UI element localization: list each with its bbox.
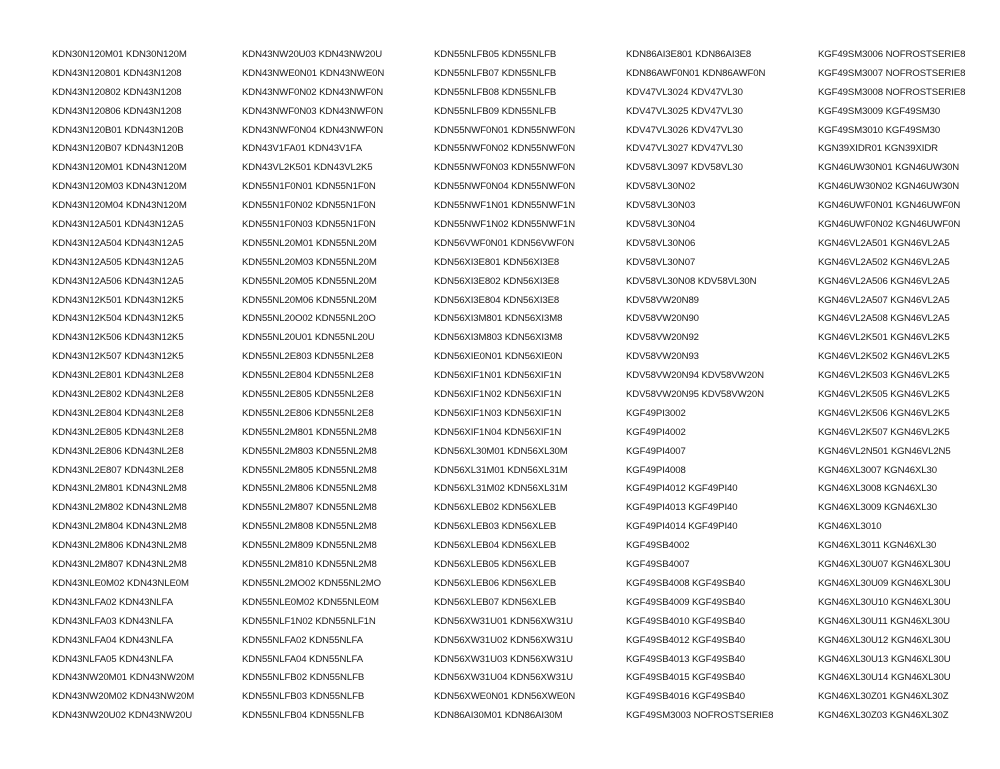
model-entry: KDN43N120M03 KDN43N120M — [52, 181, 187, 193]
model-entry: KDN43NLFA02 KDN43NLFA — [52, 596, 174, 608]
model-entry: KDN55NWF0N04 KDN55NWF0N — [434, 181, 576, 193]
model-entry: KDN43NL2E806 KDN43NL2E8 — [52, 445, 184, 457]
model-entry: KDN43NWE0N01 KDN43NWE0N — [242, 67, 385, 79]
model-entry: KDN43NLFA04 KDN43NLFA — [52, 634, 174, 646]
model-entry: KGF49PI4014 KGF49PI40 — [626, 521, 738, 533]
model-entry: KGN46XL30U13 KGN46XL30U — [818, 653, 951, 665]
model-entry: KDV58VL30N03 — [626, 200, 696, 212]
model-entry: KDN55NLFA04 KDN55NLFA — [242, 653, 364, 665]
model-entry: KDN56XIF1N04 KDN56XIF1N — [434, 426, 562, 438]
model-entry: KDN55NLFB07 KDN55NLFB — [434, 67, 557, 79]
model-entry: KDN43N120B07 KDN43N120B — [52, 143, 184, 155]
model-entry: KGF49SB4008 KGF49SB40 — [626, 577, 745, 589]
model-entry: KDN43NL2M802 KDN43NL2M8 — [52, 502, 187, 514]
model-entry: KDN43NLE0M02 KDN43NLE0M — [52, 577, 189, 589]
model-entry: KDN56XLEB04 KDN56XLEB — [434, 540, 557, 552]
model-entry: KDN43N12A504 KDN43N12A5 — [52, 237, 184, 249]
model-entry: KDN55NLFB08 KDN55NLFB — [434, 86, 557, 98]
model-entry: KGN46XL30U09 KGN46XL30U — [818, 577, 951, 589]
model-entry: KDN55NL20M05 KDN55NL20M — [242, 275, 377, 287]
model-entry: KDN55NL2M808 KDN55NL2M8 — [242, 521, 377, 533]
model-entry: KDN55N1F0N03 KDN55N1F0N — [242, 219, 376, 231]
model-entry: KDN55NL2M803 KDN55NL2M8 — [242, 445, 377, 457]
model-entry: KDV58VL30N02 — [626, 181, 696, 193]
model-entry: KDN55NL20M06 KDN55NL20M — [242, 294, 377, 306]
model-entry: KDN43NL2M806 KDN43NL2M8 — [52, 540, 187, 552]
model-entry: KDV58VW20N92 — [626, 332, 699, 344]
model-entry: KDN43NLFA05 KDN43NLFA — [52, 653, 174, 665]
model-entry: KDN43N12K501 KDN43N12K5 — [52, 294, 184, 306]
model-entry: KGN46XL3007 KGN46XL30 — [818, 464, 937, 476]
model-entry: KDN55NLE0M02 KDN55NLE0M — [242, 596, 379, 608]
model-entry: KDN43N120806 KDN43N1208 — [52, 105, 182, 117]
model-entry: KDN56XIE0N01 KDN56XIE0N — [434, 351, 563, 363]
model-entry: KDN86AI3E801 KDN86AI3E8 — [626, 49, 752, 60]
model-entry: KGN46UWF0N01 KGN46UWF0N — [818, 200, 961, 212]
model-entry: KDN56XI3E804 KDN56XI3E8 — [434, 294, 560, 306]
model-entry: KGN46XL3009 KGN46XL30 — [818, 502, 937, 514]
model-entry: KGN46VL2N501 KGN46VL2N5 — [818, 445, 951, 457]
model-entry: KDV58VL3097 KDV58VL30 — [626, 162, 743, 174]
model-entry: KGN46VL2A502 KGN46VL2A5 — [818, 256, 950, 268]
model-entry: KDN43N120802 KDN43N1208 — [52, 86, 182, 98]
model-entry: KGN46VL2K503 KGN46VL2K5 — [818, 370, 950, 382]
model-entry: KDN86AWF0N01 KDN86AWF0N — [626, 67, 766, 79]
model-entry: KGF49PI4012 KGF49PI40 — [626, 483, 738, 495]
model-entry: KDN43NL2E805 KDN43NL2E8 — [52, 426, 184, 438]
model-entry: KGN46XL30U07 KGN46XL30U — [818, 559, 951, 571]
model-entry: KDN56XW31U01 KDN56XW31U — [434, 615, 573, 627]
model-entry: KGF49SM3009 KGF49SM30 — [818, 105, 941, 117]
model-entry: KDN55NLFB04 KDN55NLFB — [242, 710, 365, 722]
model-entry: KDN56XIF1N02 KDN56XIF1N — [434, 389, 562, 401]
model-entry: KDN55NWF0N03 KDN55NWF0N — [434, 162, 576, 174]
model-entry: KDN55NLFA02 KDN55NLFA — [242, 634, 364, 646]
model-entry: KGF49SB4015 KGF49SB40 — [626, 672, 745, 684]
model-entry: KDN43N120801 KDN43N1208 — [52, 67, 182, 79]
model-entry: KGF49SM3008 NOFROSTSERIE8 — [818, 86, 966, 98]
model-entry: KDN55NWF0N02 KDN55NWF0N — [434, 143, 576, 155]
model-entry: KGN46UWF0N02 KGN46UWF0N — [818, 219, 961, 231]
model-entry: KDN86AI30M01 KDN86AI30M — [434, 710, 563, 722]
model-entry: KDN56XIF1N03 KDN56XIF1N — [434, 407, 562, 419]
model-entry: KGN46UW30N02 KGN46UW30N — [818, 181, 960, 193]
model-entry: KDN56XLEB06 KDN56XLEB — [434, 577, 557, 589]
model-entry: KDN43NL2M807 KDN43NL2M8 — [52, 559, 187, 571]
model-entry: KDN56XL31M02 KDN56XL31M — [434, 483, 568, 495]
model-entry: KDN55NL20M03 KDN55NL20M — [242, 256, 377, 268]
model-entry: KDN43N12A505 KDN43N12A5 — [52, 256, 184, 268]
model-entry: KDN43NWF0N03 KDN43NWF0N — [242, 105, 384, 117]
model-entry: KGF49PI4008 — [626, 464, 686, 476]
model-entry: KDN43NW20M02 KDN43NW20M — [52, 691, 195, 703]
model-entry: KDN43NL2M801 KDN43NL2M8 — [52, 483, 187, 495]
model-entry: KGF49PI4007 — [626, 445, 686, 457]
model-entry: KGN46VL2K502 KGN46VL2K5 — [818, 351, 950, 363]
model-entry: KGN46VL2K507 KGN46VL2K5 — [818, 426, 950, 438]
model-entry: KDN56XIF1N01 KDN56XIF1N — [434, 370, 562, 382]
model-entry: KGN46VL2A508 KGN46VL2A5 — [818, 313, 950, 325]
model-entry: KDV47VL3026 KDV47VL30 — [626, 124, 743, 136]
model-entry: KDN56XL31M01 KDN56XL31M — [434, 464, 568, 476]
model-entry: KDN55NL2M801 KDN55NL2M8 — [242, 426, 377, 438]
model-entry: KDV58VW20N95 KDV58VW20N — [626, 389, 764, 401]
model-entry: KGF49SB4016 KGF49SB40 — [626, 691, 745, 703]
model-entry: KDN55NLFB05 KDN55NLFB — [434, 49, 557, 60]
model-entry: KDN55NL20O02 KDN55NL20O — [242, 313, 376, 325]
model-entry: KDV58VW20N94 KDV58VW20N — [626, 370, 764, 382]
model-column-5 — [818, 46, 965, 726]
model-entry: KDN55NL2M810 KDN55NL2M8 — [242, 559, 377, 571]
model-entry: KDN56XLEB03 KDN56XLEB — [434, 521, 557, 533]
model-entry: KGN46VL2A506 KGN46VL2A5 — [818, 275, 950, 287]
model-entry: KDN56XI3M803 KDN56XI3M8 — [434, 332, 563, 344]
model-entry: KDN55NL2MO02 KDN55NL2MO — [242, 577, 381, 589]
model-entry: KGN46VL2K505 KGN46VL2K5 — [818, 389, 950, 401]
model-entry: KDN55NWF0N01 KDN55NWF0N — [434, 124, 576, 136]
model-entry: KDN55NL2E805 KDN55NL2E8 — [242, 389, 374, 401]
model-entry: KDV58VW20N90 — [626, 313, 699, 325]
model-entry: KGN46UW30N01 KGN46UW30N — [818, 162, 960, 174]
model-entry: KGF49PI4002 — [626, 426, 686, 438]
model-entry: KDN43NL2M804 KDN43NL2M8 — [52, 521, 187, 533]
model-entry: KDN56VWF0N01 KDN56VWF0N — [434, 237, 575, 249]
model-entry: KDN56XLEB05 KDN56XLEB — [434, 559, 557, 571]
model-entry: KDN30N120M01 KDN30N120M — [52, 49, 187, 60]
model-entry: KGN46VL2A501 KGN46VL2A5 — [818, 237, 950, 249]
model-entry: KDN55NL2E806 KDN55NL2E8 — [242, 407, 374, 419]
model-entry: KDN55N1F0N01 KDN55N1F0N — [242, 181, 376, 193]
model-entry: KGF49SB4002 — [626, 540, 690, 552]
model-entry: KDN55NL20U01 KDN55NL20U — [242, 332, 375, 344]
model-column-2 — [242, 46, 384, 726]
model-entry: KGF49SB4010 KGF49SB40 — [626, 615, 745, 627]
model-entry: KDN43NW20U03 KDN43NW20U — [242, 49, 383, 60]
model-entry: KDN56XI3E801 KDN56XI3E8 — [434, 256, 560, 268]
model-entry: KDV58VL30N06 — [626, 237, 696, 249]
model-entry: KDN55N1F0N02 KDN55N1F0N — [242, 200, 376, 212]
model-entry: KDN43N12A501 KDN43N12A5 — [52, 219, 184, 231]
model-entry: KDN56XW31U04 KDN56XW31U — [434, 672, 573, 684]
model-entry: KDN43N12K506 KDN43N12K5 — [52, 332, 184, 344]
model-entry: KDN43N12K504 KDN43N12K5 — [52, 313, 184, 325]
model-entry: KDN43N12K507 KDN43N12K5 — [52, 351, 184, 363]
model-entry: KDN55NL20M01 KDN55NL20M — [242, 237, 377, 249]
model-entry: KGN46XL30U11 KGN46XL30U — [818, 615, 950, 627]
model-entry: KDN43NW20M01 KDN43NW20M — [52, 672, 195, 684]
model-entry: KDN43V1FA01 KDN43V1FA — [242, 143, 363, 155]
model-entry: KDN55NWF1N02 KDN55NWF1N — [434, 219, 576, 231]
model-entry: KDN43NW20U02 KDN43NW20U — [52, 710, 193, 722]
model-entry: KDN43NLFA03 KDN43NLFA — [52, 615, 174, 627]
model-entry: KGF49PI4013 KGF49PI40 — [626, 502, 738, 514]
model-entry: KDN56XI3E802 KDN56XI3E8 — [434, 275, 560, 287]
model-entry: KDN55NL2M805 KDN55NL2M8 — [242, 464, 377, 476]
model-entry: KDN56XLEB07 KDN56XLEB — [434, 596, 557, 608]
model-entry: KGN46VL2K506 KGN46VL2K5 — [818, 407, 950, 419]
model-entry: KDN55NL2M807 KDN55NL2M8 — [242, 502, 377, 514]
model-column-1 — [52, 46, 194, 726]
model-entry: KGF49SB4013 KGF49SB40 — [626, 653, 745, 665]
model-entry: KGN46XL3008 KGN46XL30 — [818, 483, 937, 495]
model-entry: KDN56XW31U02 KDN56XW31U — [434, 634, 573, 646]
model-entry: KDV58VW20N93 — [626, 351, 699, 363]
model-entry: KDN55NLFB02 KDN55NLFB — [242, 672, 365, 684]
model-entry: KGF49SM3006 NOFROSTSERIE8 — [818, 49, 966, 60]
model-entry: KDN55NL2M806 KDN55NL2M8 — [242, 483, 377, 495]
model-entry: KGN46XL30U10 KGN46XL30U — [818, 596, 951, 608]
model-entry: KDN55NLFB09 KDN55NLFB — [434, 105, 557, 117]
model-entry: KGF49SB4012 KGF49SB40 — [626, 634, 745, 646]
model-entry: KDN43NWF0N04 KDN43NWF0N — [242, 124, 384, 136]
model-entry: KDV58VL30N07 — [626, 256, 696, 268]
model-entry: KDN56XLEB02 KDN56XLEB — [434, 502, 557, 514]
model-entry: KDN43NL2E801 KDN43NL2E8 — [52, 370, 184, 382]
model-entry: KDN56XW31U03 KDN56XW31U — [434, 653, 573, 665]
model-entry: KDV47VL3025 KDV47VL30 — [626, 105, 743, 117]
model-entry: KGF49SB4009 KGF49SB40 — [626, 596, 745, 608]
model-entry: KDV58VL30N04 — [626, 219, 696, 231]
model-entry: KGN46XL30U12 KGN46XL30U — [818, 634, 951, 646]
model-entry: KGN46VL2K501 KGN46VL2K5 — [818, 332, 950, 344]
model-entry: KGF49SM3003 NOFROSTSERIE8 — [626, 710, 774, 722]
model-entry: KDN55NLFB03 KDN55NLFB — [242, 691, 365, 703]
model-entry: KDN43VL2K501 KDN43VL2K5 — [242, 162, 373, 174]
model-entry: KGN46XL30Z01 KGN46XL30Z — [818, 691, 949, 703]
model-entry: KDN43N120M01 KDN43N120M — [52, 162, 187, 174]
model-entry: KGF49SB4007 — [626, 559, 690, 571]
model-entry: KDN43NL2E807 KDN43NL2E8 — [52, 464, 184, 476]
model-entry: KGN46XL3010 — [818, 521, 882, 533]
model-entry: KDN56XL30M01 KDN56XL30M — [434, 445, 568, 457]
model-entry: KGN46VL2A507 KGN46VL2A5 — [818, 294, 950, 306]
model-entry: KDV58VL30N08 KDV58VL30N — [626, 275, 757, 287]
model-entry: KDN43N12A506 KDN43N12A5 — [52, 275, 184, 287]
model-entry: KGN39XIDR01 KGN39XIDR — [818, 143, 939, 155]
model-entry: KDN43N120B01 KDN43N120B — [52, 124, 184, 136]
model-entry: KDV58VW20N89 — [626, 294, 699, 306]
model-entry: KGF49SM3010 KGF49SM30 — [818, 124, 941, 136]
model-entry: KDN55NL2E804 KDN55NL2E8 — [242, 370, 374, 382]
model-entry: KDN43NL2E802 KDN43NL2E8 — [52, 389, 184, 401]
model-column-3 — [434, 46, 575, 726]
model-entry: KDN56XWE0N01 KDN56XWE0N — [434, 691, 576, 703]
model-entry: KGF49PI3002 — [626, 407, 686, 419]
model-entry: KDN55NL2M809 KDN55NL2M8 — [242, 540, 377, 552]
model-entry: KGF49SM3007 NOFROSTSERIE8 — [818, 67, 966, 79]
model-entry: KDN55NWF1N01 KDN55NWF1N — [434, 200, 576, 212]
model-entry: KDV47VL3024 KDV47VL30 — [626, 86, 743, 98]
model-entry: KGN46XL3011 KGN46XL30 — [818, 540, 937, 552]
model-entry: KDN43N120M04 KDN43N120M — [52, 200, 187, 212]
model-entry: KGN46XL30Z03 KGN46XL30Z — [818, 710, 949, 722]
model-entry: KDN55NLF1N02 KDN55NLF1N — [242, 615, 376, 627]
model-column-4 — [626, 46, 773, 726]
model-entry: KDN43NL2E804 KDN43NL2E8 — [52, 407, 184, 419]
model-entry: KDN56XI3M801 KDN56XI3M8 — [434, 313, 563, 325]
model-entry: KDN55NL2E803 KDN55NL2E8 — [242, 351, 374, 363]
model-entry: KDN43NWF0N02 KDN43NWF0N — [242, 86, 384, 98]
model-entry: KGN46XL30U14 KGN46XL30U — [818, 672, 951, 684]
model-entry: KDV47VL3027 KDV47VL30 — [626, 143, 743, 155]
